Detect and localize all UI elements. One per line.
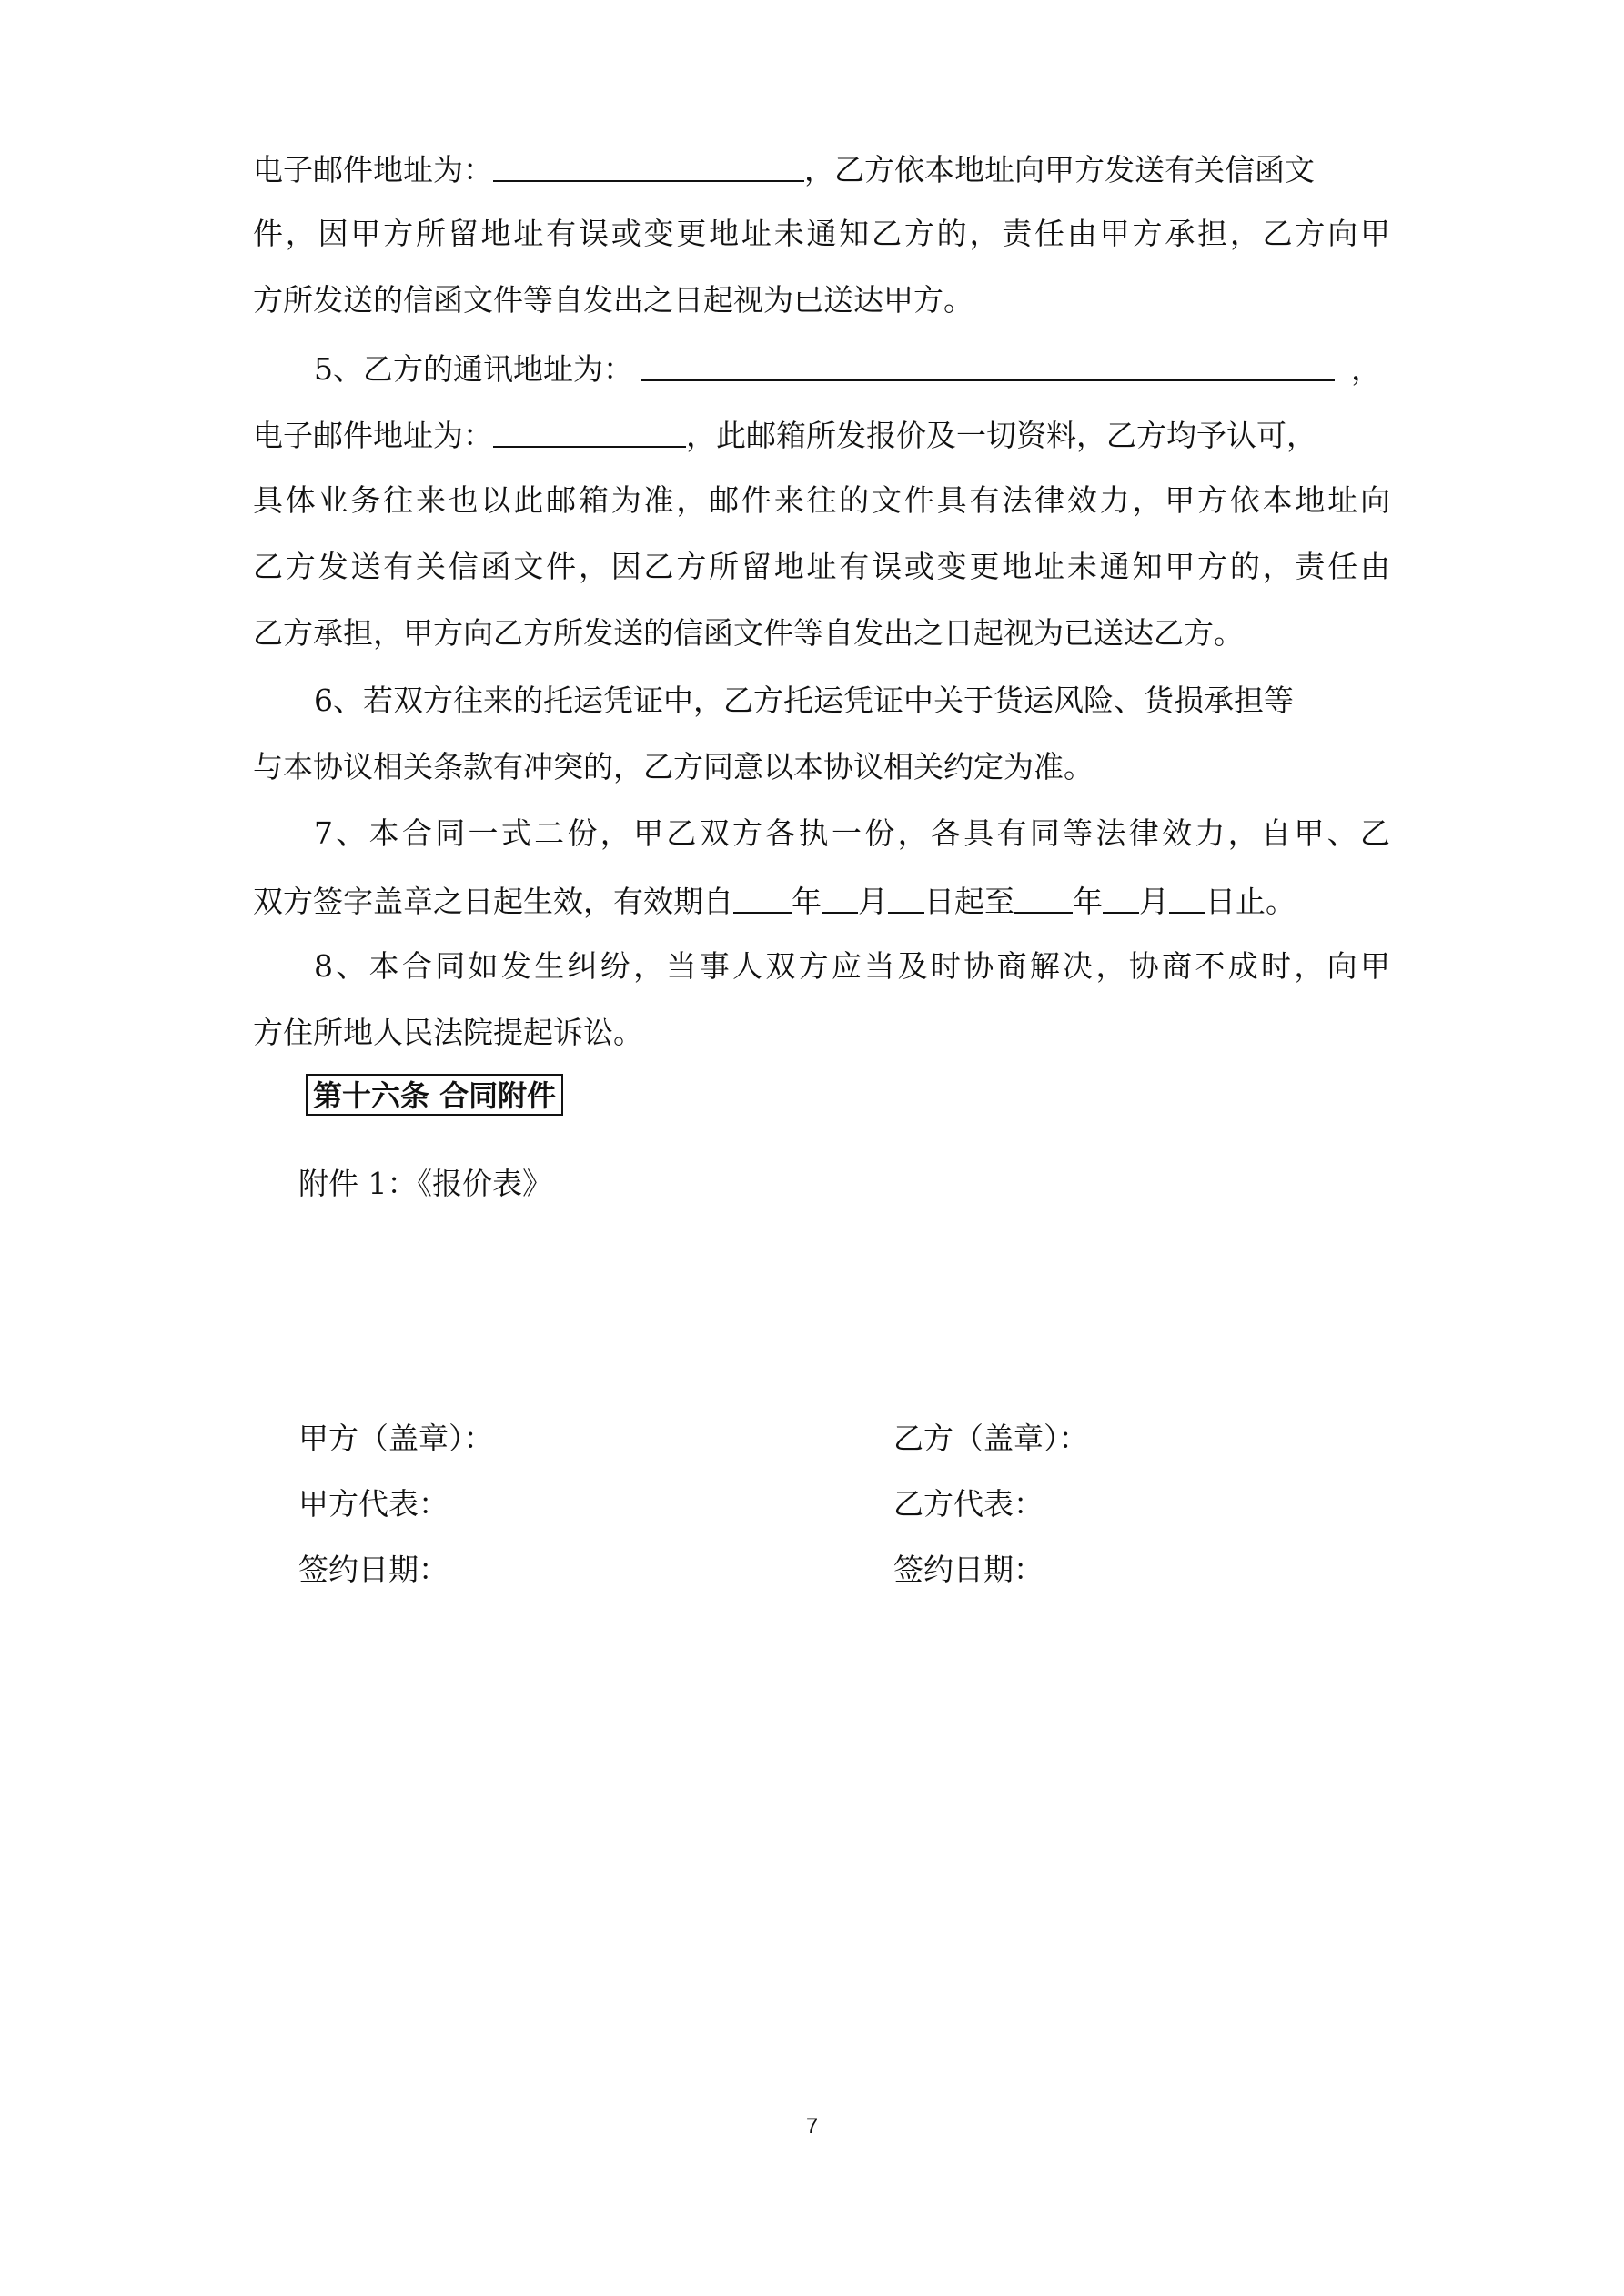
clause-7-term-line (253, 884, 1390, 919)
body-line: 具体业务往来也以此邮箱为准，邮件来往的文件具有法律效力，甲方依本地址向 (253, 482, 1390, 518)
text-span: 日止。 (1205, 884, 1296, 919)
party-a-seal-label: 甲方（盖章）： (298, 1421, 494, 1456)
body-line: 件，因甲方所留地址有误或变更地址未通知乙方的，责任由甲方承担，乙方向甲 (253, 216, 1390, 251)
text-span: 5、乙方的通讯地址为： (314, 351, 633, 387)
text-span: ，乙方依本地址向甲方发送有关信函文 (804, 152, 1315, 187)
body-line: 与本协议相关条款有冲突的，乙方同意以本协议相关约定为准。 (253, 749, 1094, 784)
party-a-date-label: 签约日期： (298, 1552, 449, 1587)
body-line: 乙方承担，甲方向乙方所发送的信函文件等自发出之日起视为已送达乙方。 (253, 615, 1244, 651)
blank-line (1169, 885, 1205, 914)
clause-8-line: 8、本合同如发生纠纷，当事人双方应当及时协商解决，协商不成时，向甲 (314, 948, 1390, 984)
blank-line (493, 153, 804, 182)
body-line: 方住所地人民法院提起诉讼。 (253, 1015, 643, 1050)
party-a-rep-label: 甲方代表： (298, 1486, 449, 1522)
clause-5-line (314, 351, 1390, 387)
attachment-line: 附件 1：《报价表》 (298, 1166, 552, 1201)
body-line: 方所发送的信函文件等自发出之日起视为已送达甲方。 (253, 282, 973, 318)
clause-6-line: 6、若双方往来的托运凭证中，乙方托运凭证中关于货运风险、货损承担等 (314, 683, 1294, 718)
blank-line (1014, 885, 1073, 914)
party-b-seal-label: 乙方（盖章）： (893, 1421, 1089, 1456)
blank-line (641, 352, 1335, 381)
clause-5-email-line (253, 418, 1390, 453)
body-line: 乙方发送有关信函文件，因乙方所留地址有误或变更地址未通知甲方的，责任由 (253, 549, 1390, 584)
text-span: 月 (858, 884, 888, 919)
text-span: 年 (1073, 884, 1103, 919)
page-number: 7 (805, 2114, 819, 2139)
party-a-email-line (253, 153, 1390, 185)
blank-line (1103, 885, 1139, 914)
text-span: ， (1351, 351, 1381, 387)
text-span: 年 (792, 884, 822, 919)
blank-line (822, 885, 858, 914)
clause-7-line: 7、本合同一式二份，甲乙双方各执一份，各具有同等法律效力，自甲、乙 (314, 815, 1390, 851)
text-span: 电子邮件地址为： (253, 152, 493, 187)
blank-line (733, 885, 792, 914)
text-span: 日起至 (924, 884, 1014, 919)
text-span: ，此邮箱所发报价及一切资料，乙方均予认可， (686, 418, 1316, 453)
blank-line (493, 419, 686, 448)
text-span: 月 (1139, 884, 1169, 919)
text-span: 双方签字盖章之日起生效，有效期自 (253, 884, 733, 919)
text-span: 电子邮件地址为： (253, 418, 493, 453)
party-b-date-label: 签约日期： (893, 1552, 1044, 1587)
party-b-rep-label: 乙方代表： (893, 1486, 1044, 1522)
blank-line (888, 885, 924, 914)
article-16-heading: 第十六条 合同附件 (306, 1074, 563, 1116)
